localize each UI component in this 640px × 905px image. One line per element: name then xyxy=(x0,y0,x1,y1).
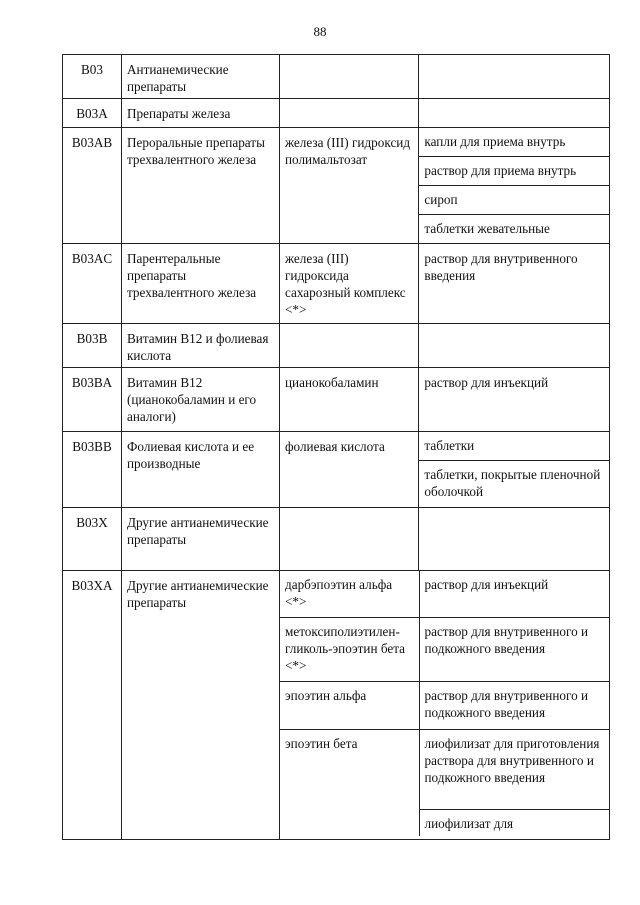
group-name: Пероральные препараты трехвалентного железа xyxy=(122,128,280,244)
group-name: Препараты железа xyxy=(122,99,280,128)
form-cell: раствор для инъекций xyxy=(419,571,609,617)
table-row xyxy=(63,128,610,244)
atc-code: B03 xyxy=(63,55,122,99)
table-row xyxy=(63,368,610,432)
atc-code: B03X xyxy=(63,508,122,571)
dosage-form: сироп xyxy=(419,186,609,215)
dosage-form: таблетки, покрытые пленочной оболочкой xyxy=(424,467,601,499)
substance-cell: эпоэтин бета xyxy=(280,729,419,836)
table-row xyxy=(63,99,610,128)
page-number: 88 xyxy=(313,24,327,39)
dosage-form: таблетки xyxy=(419,432,609,461)
table-row xyxy=(63,244,610,324)
group-name: Другие антианемические препараты xyxy=(122,508,280,571)
substance-cell: железа (III) гидроксид полимальтозат xyxy=(280,128,419,244)
dosage-form: лиофилизат для xyxy=(424,815,514,831)
atc-code: B03A xyxy=(63,99,122,128)
form-cell xyxy=(419,729,609,836)
substance-cell: дарбэпоэтин альфа <*> xyxy=(280,571,419,617)
dosage-form: лиофилизат для приготовления раствора для внутривенного и подкожного введения xyxy=(420,730,610,810)
substance-cell xyxy=(280,324,419,368)
atc-code: B03B xyxy=(63,324,122,368)
substance-cell: фолиевая кислота xyxy=(280,432,419,508)
dosage-form: таблетки жевательные xyxy=(424,221,550,236)
form-cell xyxy=(419,324,610,368)
group-name: Витамин B12 (цианокобаламин и его аналоги) xyxy=(122,368,280,432)
substance-cell: эпоэтин альфа xyxy=(280,681,419,729)
substance-cell: метоксиполиэтилен-гликоль-эпоэтин бета <*> xyxy=(280,617,419,681)
group-name: Парентеральные препараты трехвалентного железа xyxy=(122,244,280,324)
form-cell xyxy=(419,432,610,508)
atc-code: B03XA xyxy=(63,571,122,840)
atc-code: B03AC xyxy=(63,244,122,324)
group-name: Другие антианемические препараты xyxy=(122,571,280,840)
substance-cell xyxy=(280,99,419,128)
group-name: Витамин B12 и фолиевая кислота xyxy=(122,324,280,368)
table-row xyxy=(63,55,610,99)
table-row xyxy=(63,324,610,368)
substance-cell xyxy=(280,508,419,571)
substance-cell: цианокобаламин xyxy=(280,368,419,432)
atc-code: B03AB xyxy=(63,128,122,244)
table-row xyxy=(63,508,610,571)
form-cell: раствор для внутривенного и подкожного введения xyxy=(419,681,609,729)
form-cell: раствор для внутривенного введения xyxy=(419,244,610,324)
atc-code: B03BB xyxy=(63,432,122,508)
table-row xyxy=(63,432,610,508)
form-cell: раствор для внутривенного и подкожного введения xyxy=(419,617,609,681)
form-cell: раствор для инъекций xyxy=(419,368,610,432)
atc-code: B03BA xyxy=(63,368,122,432)
group-name: Антианемические препараты xyxy=(122,55,280,99)
form-cell xyxy=(419,55,610,99)
table-row xyxy=(63,571,610,840)
dosage-form: капли для приема внутрь xyxy=(419,128,609,157)
form-cell xyxy=(419,99,610,128)
form-cell xyxy=(419,128,610,244)
drug-table xyxy=(62,54,610,840)
form-cell xyxy=(419,508,610,571)
group-name: Фолиевая кислота и ее производные xyxy=(122,432,280,508)
substance-cell xyxy=(280,55,419,99)
dosage-form: раствор для приема внутрь xyxy=(419,157,609,186)
subrows-cell xyxy=(280,571,610,840)
substance-cell: железа (III) гидроксида сахарозный комплекс <*> xyxy=(280,244,419,324)
